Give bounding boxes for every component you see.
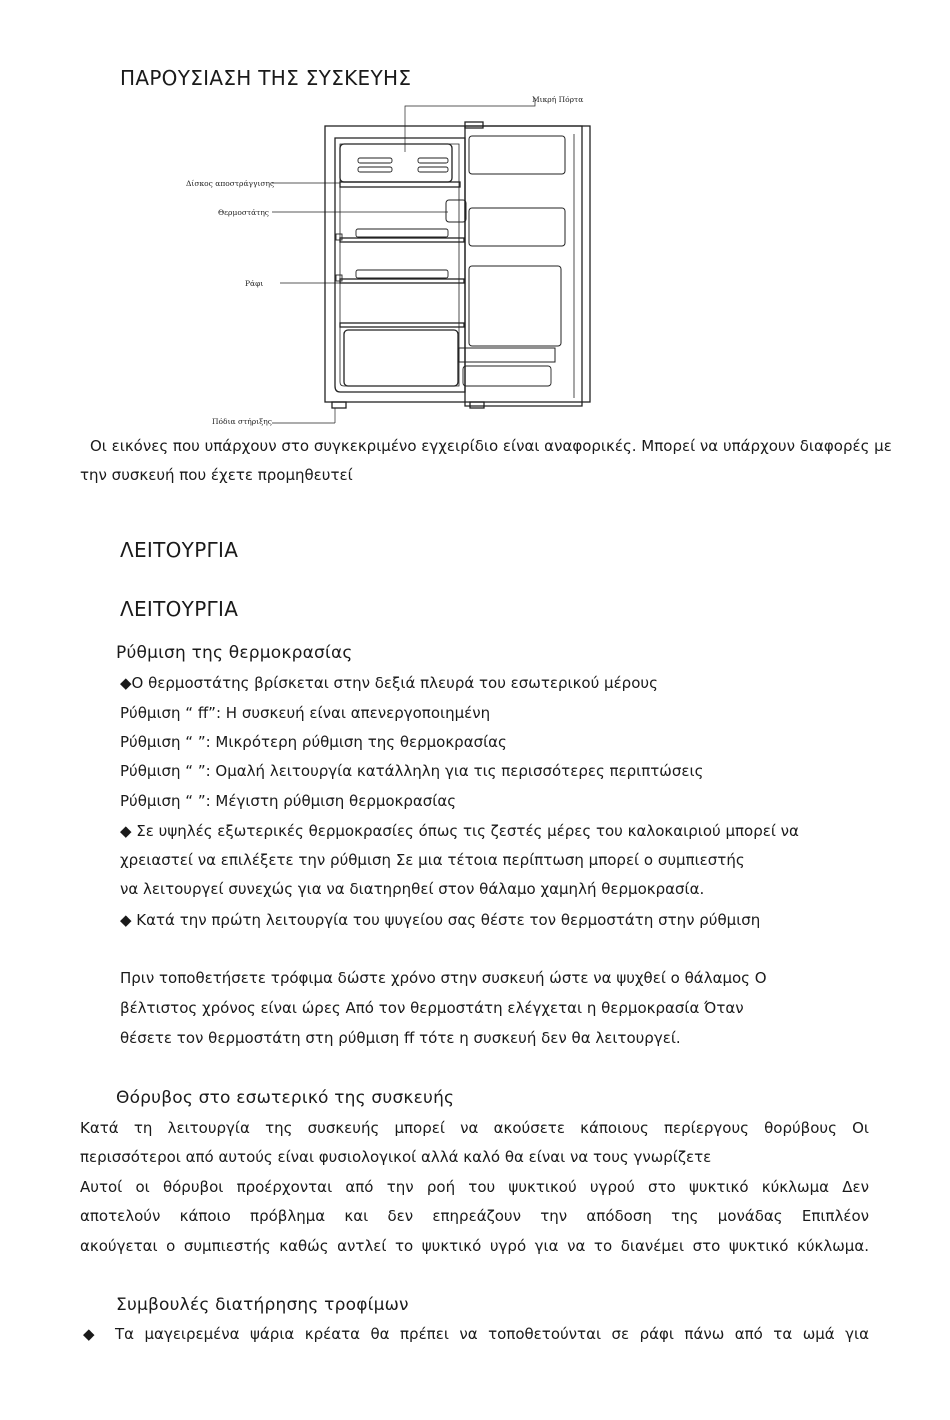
noise-line: Κατά τη λειτουργία της συσκευής μπορεί να ακούσετε κάποιους περίεργους θορύβους Οι xyxy=(80,1119,869,1137)
fridge-diagram xyxy=(180,90,600,430)
noise-line: ακούγεται ο συμπιεστής καθώς αντλεί το ψυκτικό υγρό για να το διανέμει στο ψυκτικό κύκλωμα. xyxy=(80,1237,869,1255)
temp-line: να λειτουργεί συνεχώς για να διατηρηθεί στον θάλαμο χαμηλή θερμοκρασία. xyxy=(120,880,705,898)
section-title-operation-a: ΛΕΙΤΟΥΡΓΙΑ xyxy=(120,538,239,562)
label-drip-tray: Δίσκος αποστράγγισης xyxy=(186,179,275,188)
temp-line: ◆ Κατά την πρώτη λειτουργία του ψυγείου σας θέστε τον θερμοστάτη στην ρύθμιση xyxy=(120,911,761,929)
bullet-diamond-icon: ◆ xyxy=(83,1325,95,1343)
label-shelf: Ράφι xyxy=(245,279,264,288)
temp-line: χρειαστεί να επιλέξετε την ρύθμιση Σε μια τέτοια περίπτωση μπορεί ο συμπιεστής xyxy=(120,851,745,869)
label-feet: Πόδια στήριξης xyxy=(212,417,272,426)
temp-line: Ρύθμιση “ ”: Μικρότερη ρύθμιση της θερμοκρασίας xyxy=(120,733,507,751)
cooling-para-line: θέσετε τον θερμοστάτη στη ρύθμιση ff τότε η συσκευή δεν θα λειτουργεί. xyxy=(120,1029,681,1047)
temp-line: ◆Ο θερμοστάτης βρίσκεται στην δεξιά πλευρά του εσωτερικού μέρους xyxy=(120,674,658,692)
section-title-operation-b: ΛΕΙΤΟΥΡΓΙΑ xyxy=(120,597,239,621)
label-small-door: Μικρή Πόρτα xyxy=(532,95,584,104)
temp-line: ◆ Σε υψηλές εξωτερικές θερμοκρασίες όπως τις ζεστές μέρες του καλοκαιριού μπορεί να xyxy=(120,822,799,840)
cooling-para-line: βέλτιστος χρόνος είναι ώρες Από τον θερμοστάτη ελέγχεται η θερμοκρασία Όταν xyxy=(120,999,744,1017)
temp-line: Ρύθμιση “ ”: Ομαλή λειτουργία κατάλληλη για τις περισσότερες περιπτώσεις xyxy=(120,762,704,780)
noise-line: αποτελούν κάποιο πρόβλημα και δεν επηρεάζουν την απόδοση της μονάδας Επιπλέον xyxy=(80,1207,869,1225)
section-title-appliance: ΠΑΡΟΥΣΙΑΣΗ ΤΗΣ ΣΥΣΚΕΥΗΣ xyxy=(120,66,412,90)
heading-temperature: Ρύθμιση της θερμοκρασίας xyxy=(116,643,353,663)
heading-noise: Θόρυβος στο εσωτερικό της συσκευής xyxy=(116,1088,455,1108)
note-line-1: Οι εικόνες που υπάρχουν στο συγκεκριμένο εγχειρίδιο είναι αναφορικές. Μπορεί να υπάρχουν διαφορές με xyxy=(90,437,892,455)
temp-line: Ρύθμιση “ ff”: Η συσκευή είναι απενεργοποιημένη xyxy=(120,704,491,722)
noise-line: περισσότεροι από αυτούς είναι φυσιολογικοί αλλά καλό θα είναι να τους γνωρίζετε xyxy=(80,1148,712,1166)
note-line-2: την συσκευή που έχετε προμηθευτεί xyxy=(80,466,353,484)
label-thermostat: Θερμοστάτης xyxy=(218,208,270,217)
cooling-para-line: Πριν τοποθετήσετε τρόφιμα δώστε χρόνο στην συσκευή ώστε να ψυχθεί ο θάλαμος Ο xyxy=(120,969,767,987)
food-tip-line: Τα μαγειρεμένα ψάρια κρέατα θα πρέπει να τοποθετούνται σε ράφι πάνω από τα ωμά για xyxy=(115,1325,869,1343)
temp-line: Ρύθμιση “ ”: Μέγιστη ρύθμιση θερμοκρασίας xyxy=(120,792,457,810)
fridge-illustration xyxy=(180,90,600,430)
heading-food-tips: Συμβουλές διατήρησης τροφίμων xyxy=(116,1295,409,1315)
noise-line: Αυτοί οι θόρυβοι προέρχονται από την ροή του ψυκτικού υγρού στο ψυκτικό κύκλωμα Δεν xyxy=(80,1178,869,1196)
